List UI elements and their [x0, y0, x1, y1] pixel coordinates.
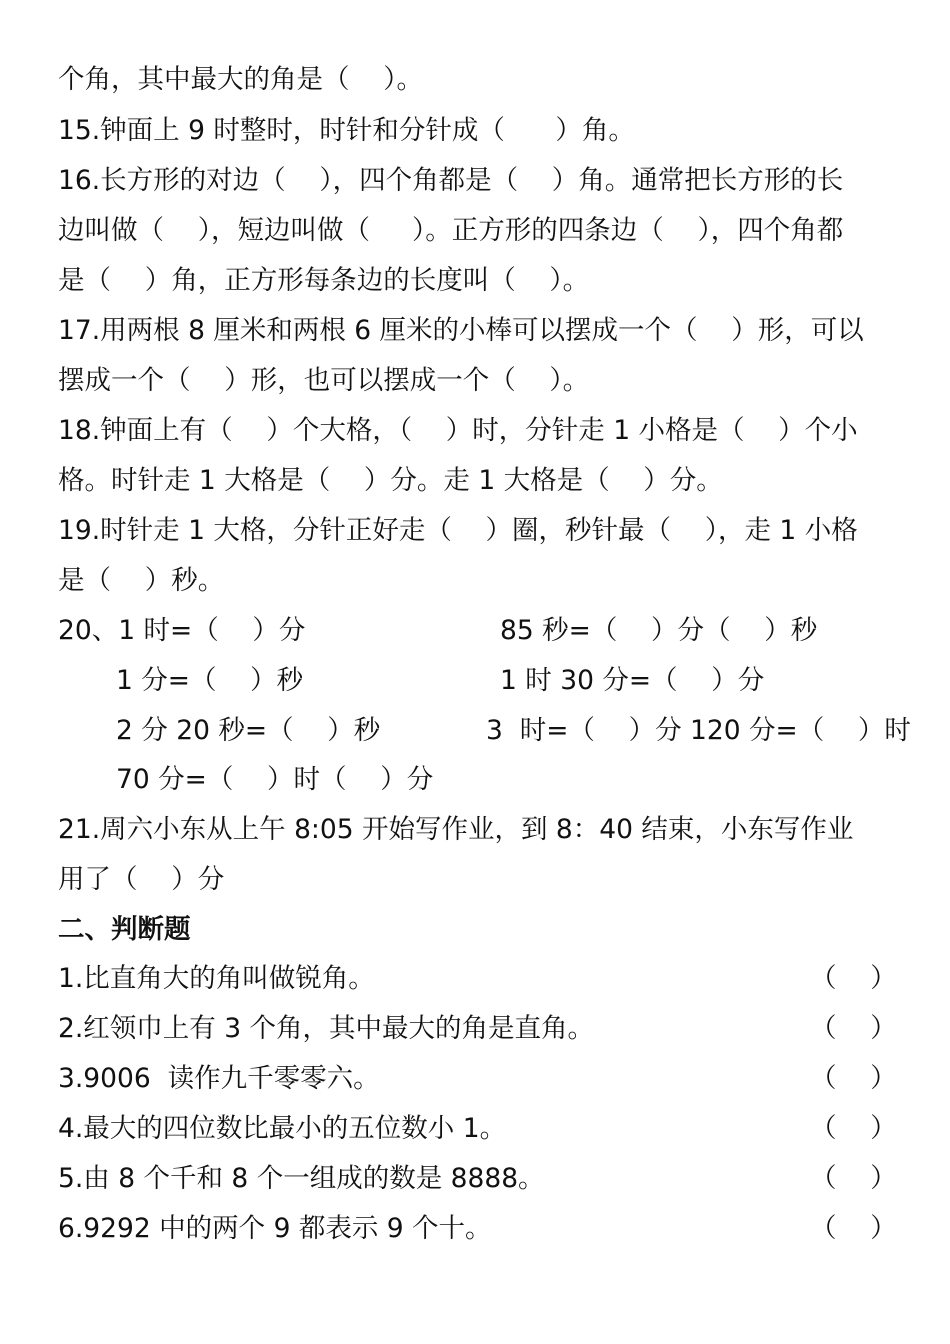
judge-item: 6.9292 中的两个 9 都表示 9 个十。 — [58, 1213, 492, 1244]
question-17-line-1: 17.用两根 8 厘米和两根 6 厘米的小棒可以摆成一个（ ）形，可以 — [58, 315, 864, 346]
answer-paren[interactable]: （ ） — [810, 963, 897, 994]
judge-item: 1.比直角大的角叫做锐角。 — [58, 963, 375, 994]
question-19-line-1: 19.时针走 1 大格，分针正好走（ ）圈，秒针最（ ），走 1 小格 — [58, 515, 858, 546]
question-20-r3-right: 3 时=（ ）分 120 分=（ ）时 — [486, 715, 911, 746]
question-20-r1-left: 20、1 时=（ ）分 — [58, 615, 306, 646]
question-20-r2-left: 1 分=（ ）秒 — [116, 665, 304, 696]
answer-paren[interactable]: （ ） — [810, 1063, 897, 1094]
text-line: 个角，其中最大的角是（ ）。 — [58, 64, 423, 95]
question-20-r4-left: 70 分=（ ）时（ ）分 — [116, 764, 434, 795]
question-18-line-1: 18.钟面上有（ ）个大格，（ ）时，分针走 1 小格是（ ）个小 — [58, 415, 858, 446]
question-16-line-3: 是（ ）角，正方形每条边的长度叫（ ）。 — [58, 265, 590, 296]
question-15: 15.钟面上 9 时整时，时针和分针成（ ）角。 — [58, 115, 635, 146]
question-18-line-2: 格。时针走 1 大格是（ ）分。走 1 大格是（ ）分。 — [58, 465, 723, 496]
question-16-line-2: 边叫做（ ），短边叫做（ ）。正方形的四条边（ ），四个角都 — [58, 215, 844, 246]
question-20-r2-right: 1 时 30 分=（ ）分 — [500, 665, 765, 696]
judge-item: 5.由 8 个千和 8 个一组成的数是 8888。 — [58, 1163, 545, 1194]
question-21-line-2: 用了（ ）分 — [58, 864, 225, 895]
question-20-r1-right: 85 秒=（ ）分（ ）秒 — [500, 615, 818, 646]
answer-paren[interactable]: （ ） — [810, 1163, 897, 1194]
answer-paren[interactable]: （ ） — [810, 1213, 897, 1244]
question-16-line-1: 16.长方形的对边（ ），四个角都是（ ）角。通常把长方形的长 — [58, 165, 844, 196]
question-20-r3-left: 2 分 20 秒=（ ）秒 — [116, 715, 381, 746]
question-17-line-2: 摆成一个（ ）形，也可以摆成一个（ ）。 — [58, 365, 590, 396]
answer-paren[interactable]: （ ） — [810, 1013, 897, 1044]
judge-item: 3.9006 读作九千零零六。 — [58, 1063, 380, 1094]
question-21-line-1: 21.周六小东从上午 8:05 开始写作业，到 8：40 结束，小东写作业 — [58, 814, 854, 845]
judge-item: 4.最大的四位数比最小的五位数小 1。 — [58, 1113, 507, 1144]
judge-item: 2.红领巾上有 3 个角，其中最大的角是直角。 — [58, 1013, 594, 1044]
section-heading: 二、判断题 — [58, 914, 191, 945]
question-19-line-2: 是（ ）秒。 — [58, 565, 225, 596]
answer-paren[interactable]: （ ） — [810, 1113, 897, 1144]
